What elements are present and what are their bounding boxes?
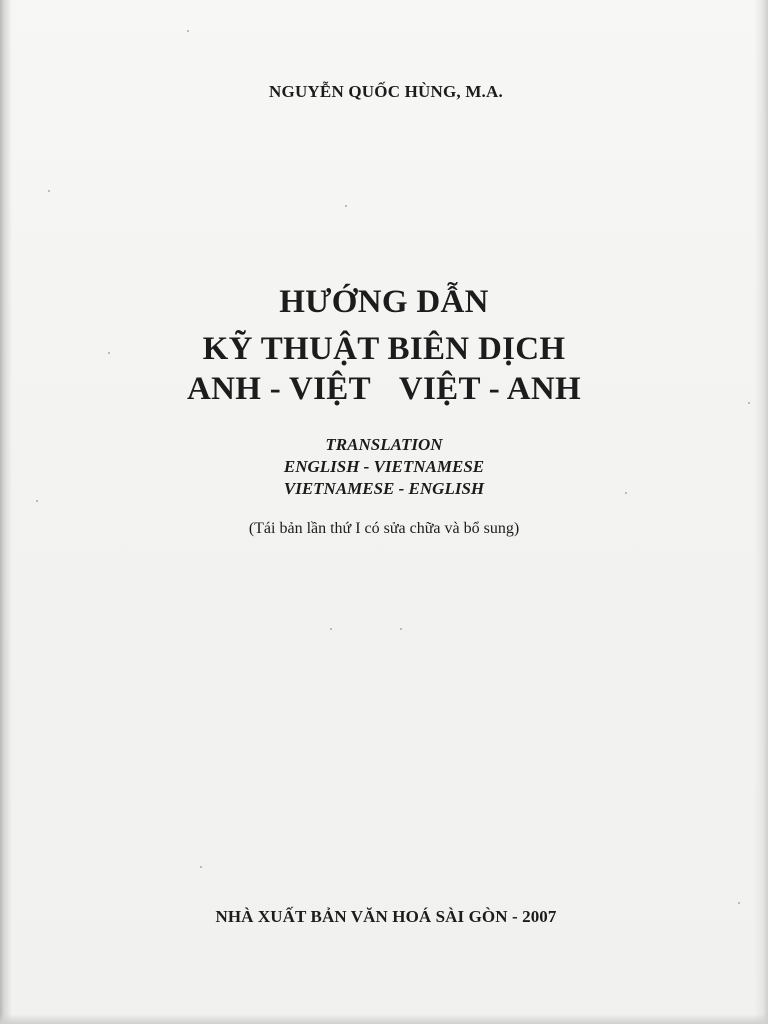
title-line-2: KỸ THUẬT BIÊN DỊCH	[202, 331, 566, 367]
title-line-3	[0, 370, 768, 408]
scan-shadow-left	[0, 0, 12, 1024]
scan-speck	[330, 628, 332, 630]
scan-speck	[48, 190, 50, 192]
title-anh-viet: ANH - VIỆT	[186, 371, 371, 407]
scan-speck	[345, 205, 347, 207]
subtitle-vietnamese-english: VIETNAMESE - ENGLISH	[283, 479, 485, 498]
title-line-1: HƯỚNG DẪN	[279, 284, 489, 320]
scan-speck	[738, 902, 740, 904]
scan-speck	[36, 500, 38, 502]
subtitle-translation: TRANSLATION	[325, 435, 443, 454]
subtitle-english-vietnamese: ENGLISH - VIETNAMESE	[283, 457, 485, 476]
edition-note: (Tái bản lần thứ I có sửa chữa và bổ sung)	[248, 520, 520, 537]
author-name: NGUYỄN QUỐC HÙNG, M.A.	[269, 82, 503, 101]
publisher-line: NHÀ XUẤT BẢN VĂN HOÁ SÀI GÒN - 2007	[215, 907, 557, 926]
title-viet-anh: VIỆT - ANH	[398, 371, 582, 407]
scan-speck	[200, 866, 202, 868]
scan-shadow-right	[754, 0, 768, 1024]
scan-shadow-bottom	[0, 1014, 768, 1024]
scan-speck	[400, 628, 402, 630]
scan-speck	[187, 30, 189, 32]
